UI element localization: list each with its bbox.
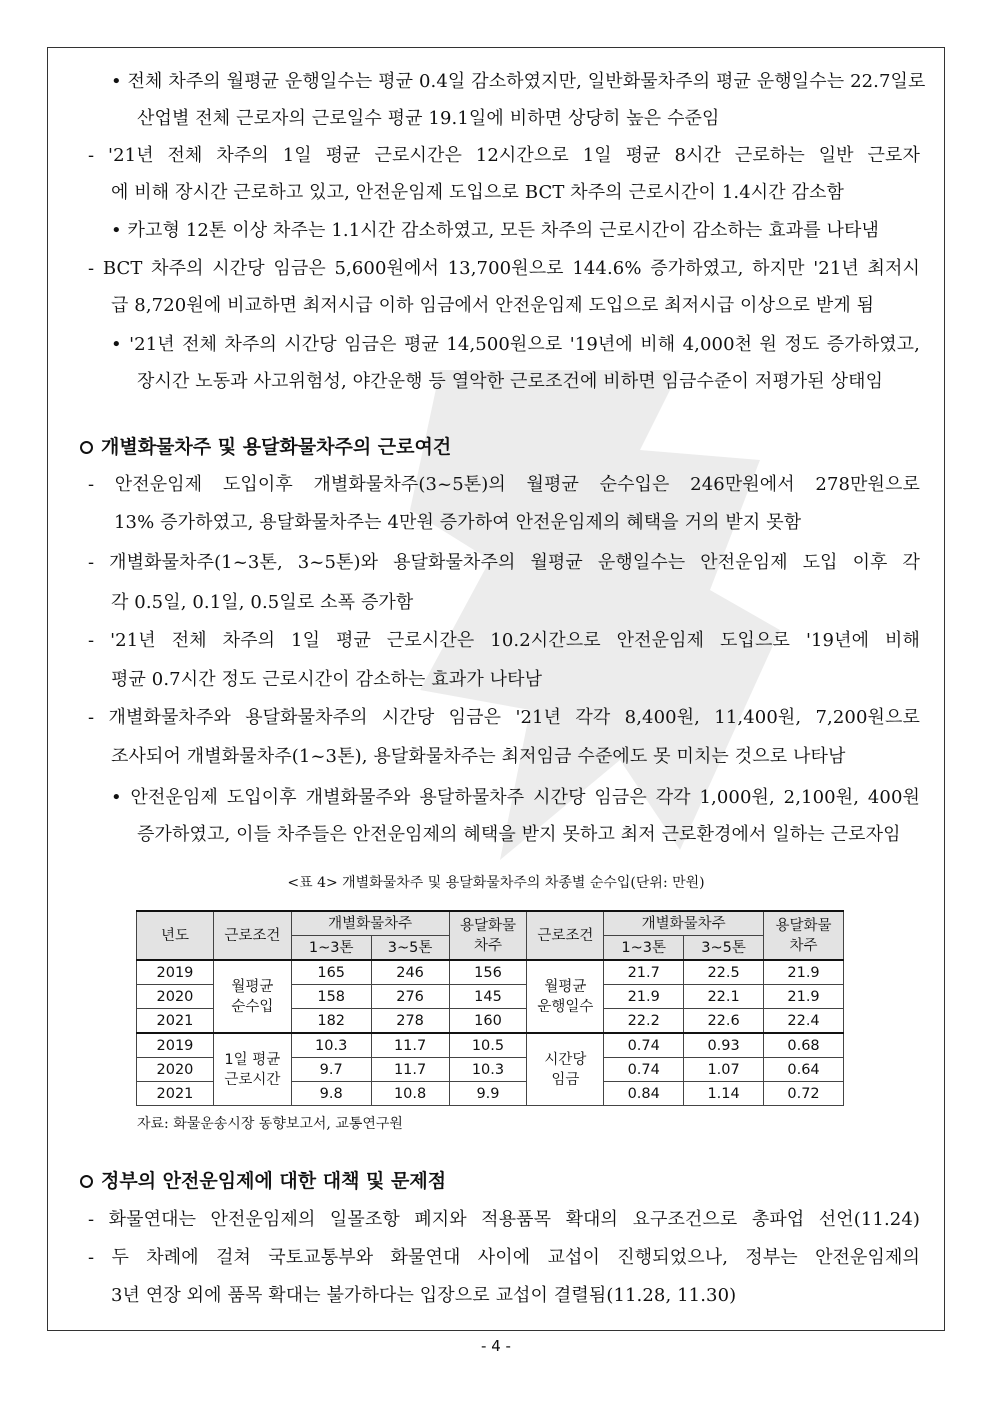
cell-value: 0.74	[604, 1058, 684, 1082]
body-line: 급 8,720원에 비교하면 최저시급 이하 임금에서 안전운임제 도입으로 최저시급 이상으로 받게 됨	[111, 295, 875, 316]
header-tonnage: 3~5톤	[371, 936, 449, 961]
income-table	[136, 910, 844, 1106]
cell-value: 21.9	[764, 985, 844, 1009]
cell-value: 10.3	[291, 1033, 371, 1058]
cell-value: 278	[371, 1009, 449, 1034]
cell-year: 2020	[137, 1058, 214, 1082]
cell-value: 0.84	[604, 1082, 684, 1106]
section-heading	[80, 1169, 446, 1193]
cell-value: 11.7	[371, 1033, 449, 1058]
cell-year: 2021	[137, 1082, 214, 1106]
cell-value: 0.64	[764, 1058, 844, 1082]
body-line: - 화물연대는 안전운임제의 일몰조항 폐지와 적용품목 확대의 요구조건으로 총파업 선언(11.24)	[88, 1209, 920, 1230]
table-row	[137, 960, 844, 985]
cell-value: 11.7	[371, 1058, 449, 1082]
body-line: - 두 차례에 걸쳐 국토교통부와 화물연대 사이에 교섭이 진행되었으나, 정부는 안전운임제의	[88, 1247, 920, 1268]
cell-value: 22.5	[684, 960, 764, 985]
body-line: - 개별화물차주(1~3톤, 3~5톤)와 용달화물차주의 월평균 운행일수는 안전운임제 도입 이후 각	[88, 552, 920, 573]
cell-value: 1.07	[684, 1058, 764, 1082]
cell-value: 246	[371, 960, 449, 985]
page-number: - 4 -	[481, 1337, 511, 1355]
body-line: • 카고형 12톤 이상 차주는 1.1시간 감소하였고, 모든 차주의 근로시간이 감소하는 효과를 나타냄	[111, 220, 879, 241]
section-title: 개별화물차주 및 용달화물차주의 근로여건	[101, 436, 452, 458]
cell-value: 1.14	[684, 1082, 764, 1106]
cell-condition: 월평균 운행일수	[527, 960, 604, 1033]
cell-value: 156	[449, 960, 527, 985]
circle-bullet-icon	[80, 441, 93, 454]
cell-year: 2021	[137, 1009, 214, 1034]
cell-value: 0.68	[764, 1033, 844, 1058]
circle-bullet-icon	[80, 1175, 93, 1188]
section-heading	[80, 435, 451, 459]
cell-condition: 월평균 순수입	[213, 960, 291, 1033]
cell-value: 145	[449, 985, 527, 1009]
body-line: 산업별 전체 근로자의 근로일수 평균 19.1일에 비하면 상당히 높은 수준임	[137, 108, 720, 129]
cell-value: 9.7	[291, 1058, 371, 1082]
cell-value: 9.8	[291, 1082, 371, 1106]
cell-value: 160	[449, 1009, 527, 1034]
cell-value: 22.1	[684, 985, 764, 1009]
header-year: 년도	[137, 911, 214, 960]
body-line: 3년 연장 외에 품목 확대는 불가하다는 입장으로 교섭이 결렬됨(11.28, 11.30)	[111, 1285, 737, 1306]
body-line: 조사되어 개별화물차주(1~3톤), 용달화물차주는 최저임금 수준에도 못 미치는 것으로 나타남	[111, 746, 846, 767]
header-individual: 개별화물차주	[604, 911, 764, 936]
cell-value: 10.5	[449, 1033, 527, 1058]
header-small-truck: 용달화물 차주	[449, 911, 527, 960]
body-line: 에 비해 장시간 근로하고 있고, 안전운임제 도입으로 BCT 차주의 근로시간이 1.4시간 감소함	[111, 182, 845, 203]
cell-condition: 1일 평균 근로시간	[213, 1033, 291, 1106]
body-line: - 개별화물차주와 용달화물차주의 시간당 임금은 '21년 각각 8,400원, 11,400원, 7,200원으로	[88, 707, 920, 728]
header-condition: 근로조건	[213, 911, 291, 960]
cell-year: 2019	[137, 1033, 214, 1058]
body-line: 평균 0.7시간 정도 근로시간이 감소하는 효과가 나타남	[111, 669, 543, 690]
header-tonnage: 1~3톤	[604, 936, 684, 961]
body-line: 13% 증가하였고, 용달화물차주는 4만원 증가하여 안전운임제의 혜택을 거의 받지 못함	[114, 512, 802, 533]
cell-value: 22.2	[604, 1009, 684, 1034]
cell-value: 0.93	[684, 1033, 764, 1058]
cell-value: 276	[371, 985, 449, 1009]
body-line: 증가하였고, 이들 차주들은 안전운임제의 혜택을 받지 못하고 최저 근로환경에서 일하는 근로자임	[137, 824, 901, 845]
table-row	[137, 1033, 844, 1058]
table-caption: <표 4> 개별화물차주 및 용달화물차주의 차종별 순수입(단위: 만원)	[287, 875, 705, 891]
body-line: - '21년 전체 차주의 1일 평균 근로시간은 10.2시간으로 안전운임제 도입으로 '19년에 비해	[88, 630, 920, 651]
cell-value: 21.7	[604, 960, 684, 985]
cell-condition: 시간당 임금	[527, 1033, 604, 1106]
cell-value: 10.8	[371, 1082, 449, 1106]
section-title: 정부의 안전운임제에 대한 대책 및 문제점	[101, 1170, 447, 1192]
cell-value: 0.74	[604, 1033, 684, 1058]
cell-value: 10.3	[449, 1058, 527, 1082]
cell-value: 22.4	[764, 1009, 844, 1034]
cell-value: 21.9	[764, 960, 844, 985]
cell-value: 182	[291, 1009, 371, 1034]
body-line: - BCT 차주의 시간당 임금은 5,600원에서 13,700원으로 144.6% 증가하였고, 하지만 '21년 최저시	[88, 258, 920, 279]
body-line: • 안전운임제 도입이후 개별화물주와 용달하물차주 시간당 임금은 각각 1,000원, 2,100원, 400원	[111, 787, 920, 808]
body-line: • '21년 전체 차주의 시간당 임금은 평균 14,500원으로 '19년에 비해 4,000천 원 정도 증가하였고,	[111, 334, 920, 355]
cell-value: 22.6	[684, 1009, 764, 1034]
header-individual: 개별화물차주	[291, 911, 449, 936]
header-small-truck: 용달화물 차주	[764, 911, 844, 960]
header-tonnage: 3~5톤	[684, 936, 764, 961]
body-line: • 전체 차주의 월평균 운행일수는 평균 0.4일 감소하였지만, 일반화물차주의 평균 운행일수는 22.7일로	[111, 71, 926, 92]
cell-value: 21.9	[604, 985, 684, 1009]
cell-value: 165	[291, 960, 371, 985]
cell-year: 2019	[137, 960, 214, 985]
header-condition: 근로조건	[527, 911, 604, 960]
cell-value: 0.72	[764, 1082, 844, 1106]
body-line: - 안전운임제 도입이후 개별화물차주(3~5톤)의 월평균 순수입은 246만원에서 278만원으로	[88, 474, 920, 495]
cell-value: 9.9	[449, 1082, 527, 1106]
body-line: 장시간 노동과 사고위험성, 야간운행 등 열악한 근로조건에 비하면 임금수준이 저평가된 상태임	[137, 371, 884, 392]
cell-year: 2020	[137, 985, 214, 1009]
body-line: - '21년 전체 차주의 1일 평균 근로시간은 12시간으로 1일 평균 8시간 근로하는 일반 근로자	[88, 145, 920, 166]
body-line: 각 0.5일, 0.1일, 0.5일로 소폭 증가함	[111, 592, 414, 613]
header-tonnage: 1~3톤	[291, 936, 371, 961]
cell-value: 158	[291, 985, 371, 1009]
table-source: 자료: 화물운송시장 동향보고서, 교통연구원	[137, 1116, 403, 1132]
